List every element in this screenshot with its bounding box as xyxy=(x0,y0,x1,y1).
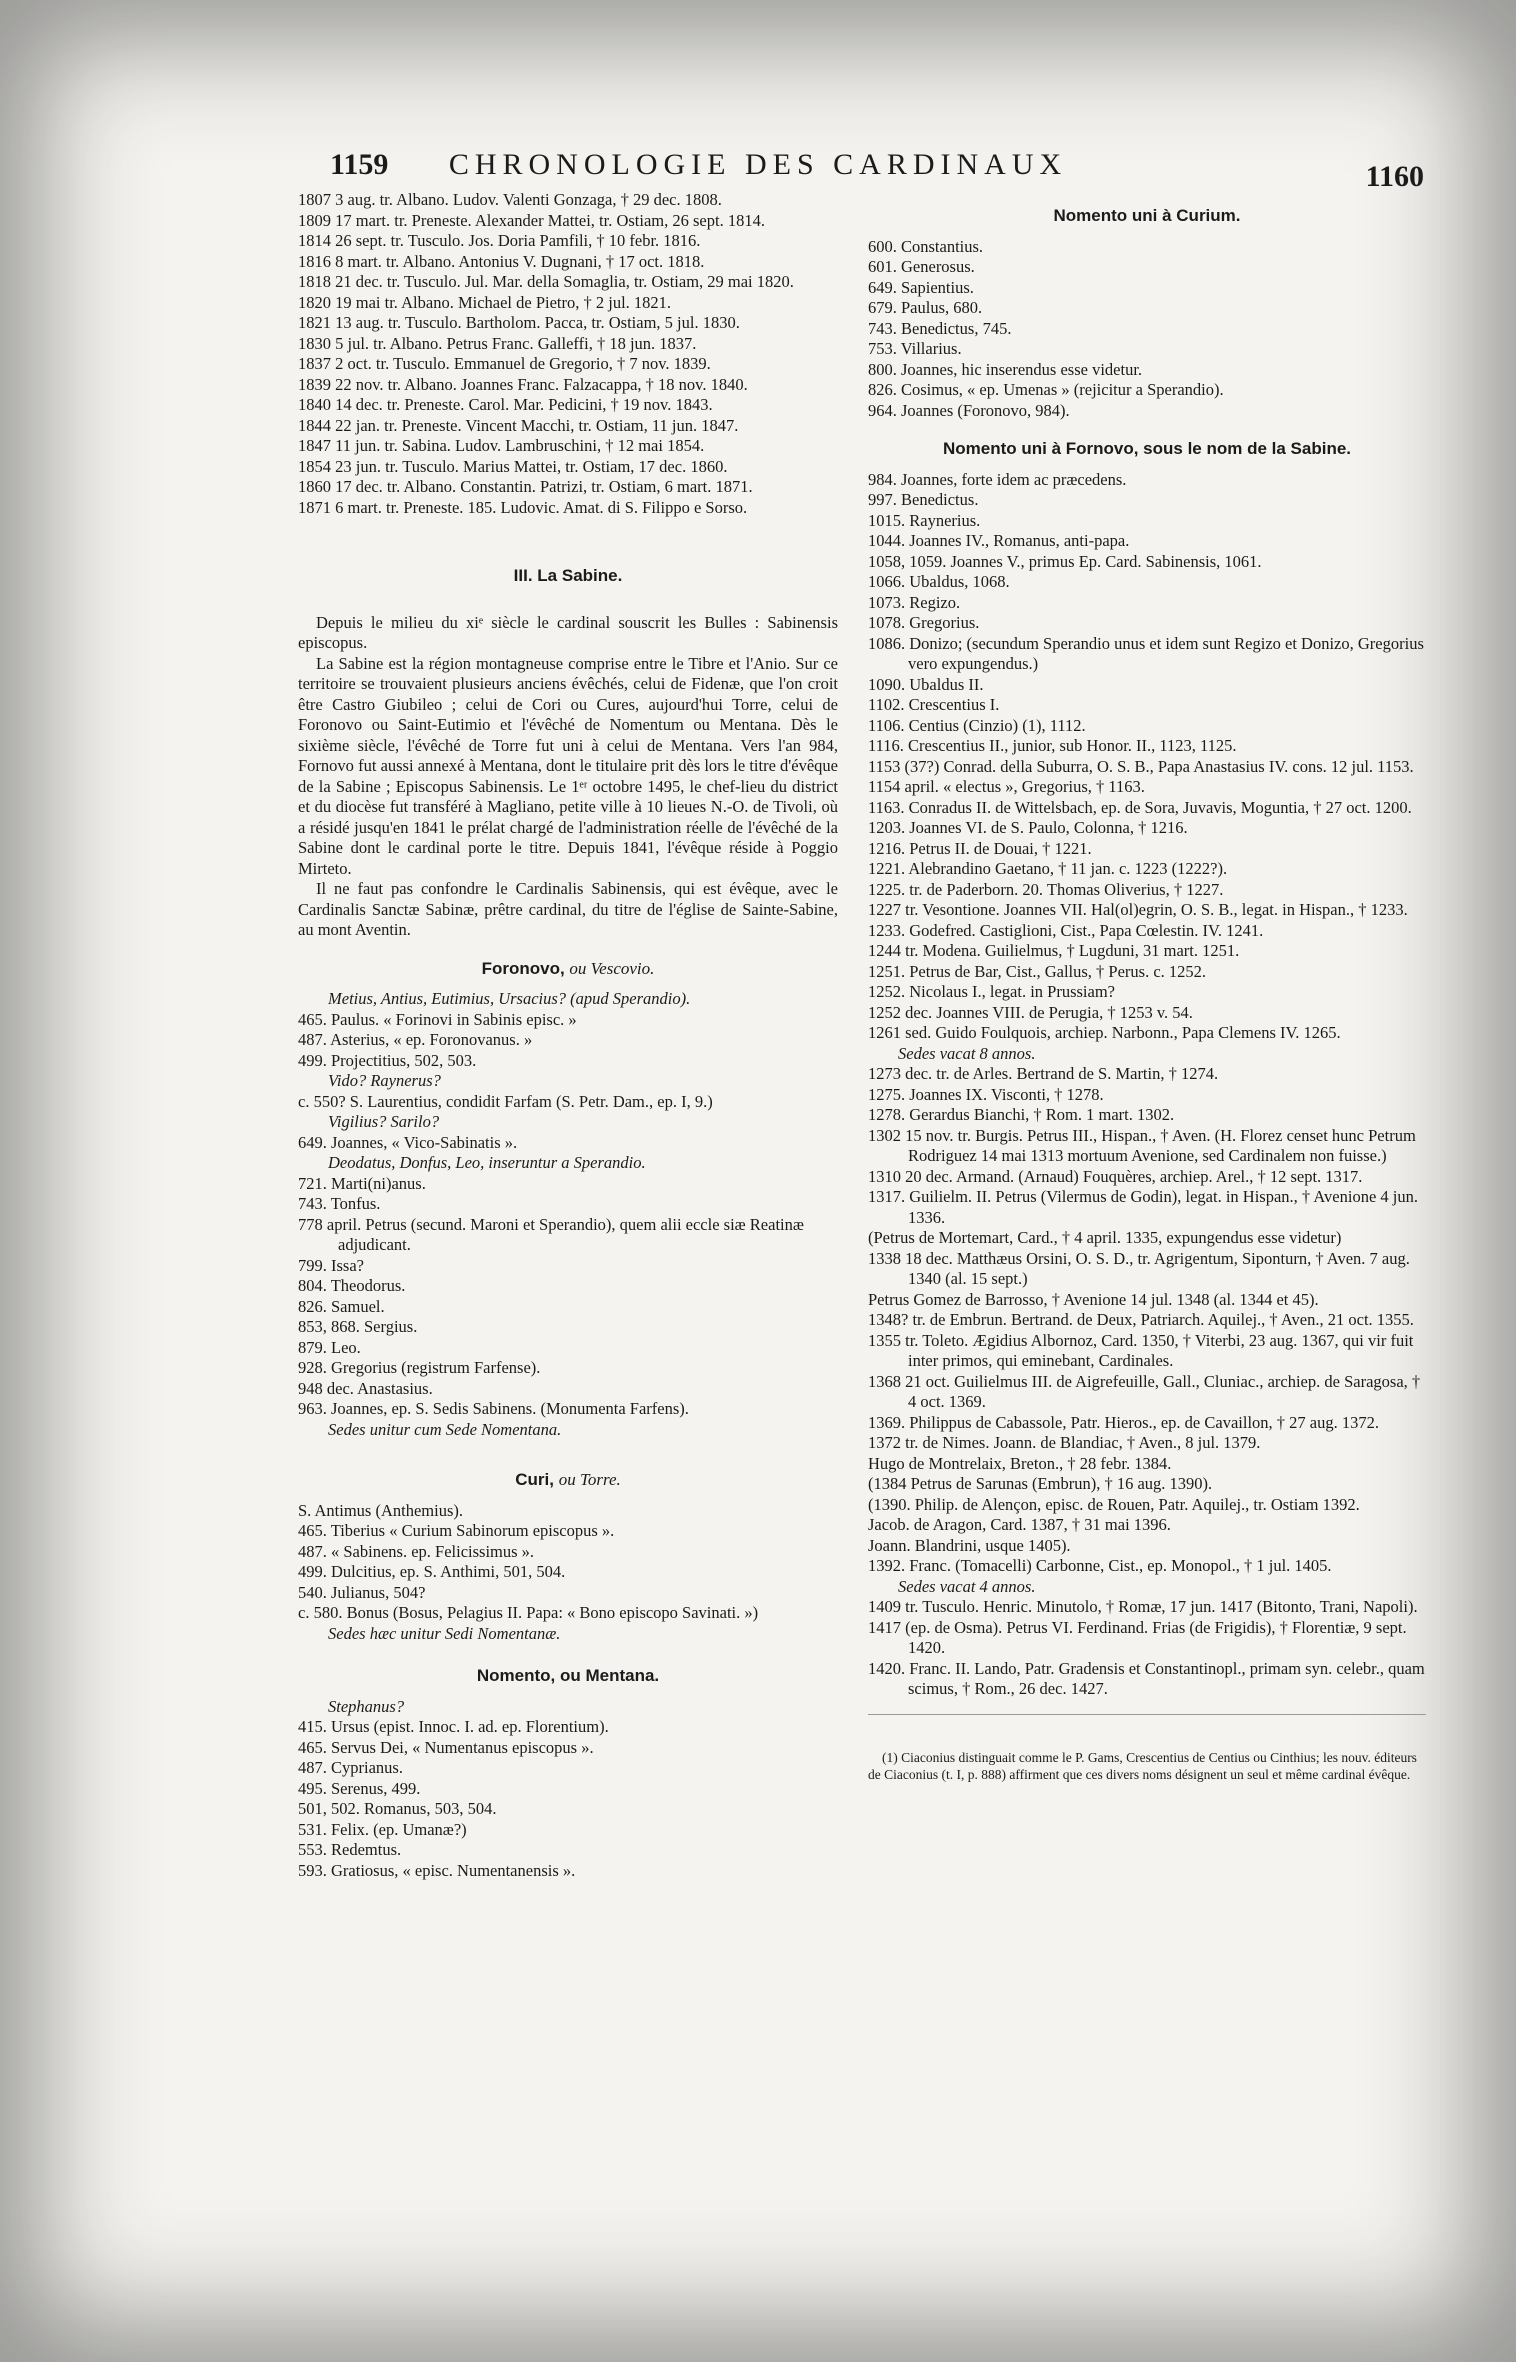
page-title: CHRONOLOGIE DES CARDINAUX xyxy=(448,148,1068,181)
list-item: 799. Issa? xyxy=(298,1255,364,1275)
list-item: 487. Cyprianus. xyxy=(298,1758,403,1777)
sabine-text xyxy=(298,613,838,941)
list-item: 1116. Crescentius II., junior, sub Honor. II., 1123, 1125. xyxy=(868,736,1237,755)
list-item: 553. Redemtus. xyxy=(298,1840,402,1859)
list-item: 487. Asterius, « ep. Foronovanus. » xyxy=(298,1030,533,1049)
list-item: 1058, 1059. Joannes V., primus Ep. Card. Sabinensis, 1061. xyxy=(868,551,1262,571)
list-item: 531. Felix. (ep. Umanæ?) xyxy=(298,1819,467,1839)
list-item: 465. Servus Dei, « Numentanus episcopus ». xyxy=(298,1737,594,1757)
list-item: 501, 502. Romanus, 503, 504. xyxy=(298,1799,497,1818)
list-item: 928. Gregorius (registrum Farfense). xyxy=(298,1358,541,1377)
list-item: 826. Cosimus, « ep. Umenas » (rejicitur a Sperandio). xyxy=(868,380,1224,399)
section-title-nomento: Nomento, ou Mentana. xyxy=(476,1666,660,1685)
list-item: 1338 18 dec. Matthæus Orsini, O. S. D., tr. Agrigentum, Siponturn, † Aven. 7 aug. 1340 (al. 15 sept.) xyxy=(868,1248,1410,1288)
bishop-list-top xyxy=(298,190,838,518)
list-item: 465. Tiberius « Curium Sabinorum episcopus ». xyxy=(298,1521,615,1540)
paragraph: Depuis le milieu du xiᵉ siècle le cardinal souscrit les Bulles : Sabinensis episcopus. xyxy=(298,612,838,652)
list-item: 1154 april. « electus », Gregorius, † 1163. xyxy=(868,777,1145,796)
list-item: 1847 11 jun. tr. Sabina. Ludov. Lambruschini, † 12 mai 1854. xyxy=(298,436,705,455)
list-item: Hugo de Montrelaix, Breton., † 28 febr. 1384. xyxy=(868,1453,1172,1473)
list-item: 804. Theodorus. xyxy=(298,1276,406,1295)
list-note: Stephanus? xyxy=(328,1696,405,1716)
list-item: 495. Serenus, 499. xyxy=(298,1778,421,1798)
list-item: 1821 13 aug. tr. Tusculo. Bartholom. Pacca, tr. Ostiam, 5 jul. 1830. xyxy=(298,313,740,332)
list-item: (Petrus de Mortemart, Card., † 4 april. 1335, expungendus esse videtur) xyxy=(868,1228,1342,1247)
list-item: 1015. Raynerius. xyxy=(868,510,981,530)
footnote: (1) Ciaconius distinguait comme le P. Gams, Crescentius de Centius ou Cinthius; les nouv. éditeurs de Ciaconius (t. I, p. 888) affirment que ces divers noms désignent un seul et même cardinal évêque. xyxy=(868,1749,1417,1782)
list-item: Jacob. de Aragon, Card. 1387, † 31 mai 1396. xyxy=(868,1515,1171,1534)
list-item: c. 550? S. Laurentius, condidit Farfam (S. Petr. Dam., ep. I, 9.) xyxy=(298,1091,713,1111)
paragraph: Il ne faut pas confondre le Cardinalis Sabinensis, qui est évêque, avec le Cardinalis Sanctæ Sabinæ, prêtre cardinal, du titre de l'église de Sainte-Sabine, au mont Aventin. xyxy=(298,879,838,939)
list-item: 415. Ursus (epist. Innoc. I. ad. ep. Florentium). xyxy=(298,1717,609,1736)
page-number-left: 1159 xyxy=(330,148,389,181)
list-item: 1820 19 mai tr. Albano. Michael de Pietro, † 2 jul. 1821. xyxy=(298,292,672,312)
list-item: Joann. Blandrini, usque 1405). xyxy=(868,1535,1071,1555)
list-item: 1102. Crescentius I. xyxy=(868,695,1000,714)
list-note: Sedes unitur cum Sede Nomentana. xyxy=(328,1419,562,1439)
list-item: 1203. Joannes VI. de S. Paulo, Colonna, † 1216. xyxy=(868,818,1188,837)
list-item: 743. Benedictus, 745. xyxy=(868,318,1012,338)
running-head xyxy=(0,148,1516,193)
list-item: 1244 tr. Modena. Guilielmus, † Lugduni, 31 mart. 1251. xyxy=(868,941,1240,960)
list-item: 1839 22 nov. tr. Albano. Joannes Franc. Falzacappa, † 18 nov. 1840. xyxy=(298,374,748,394)
list-item: 1252. Nicolaus I., legat. in Prussiam? xyxy=(868,982,1116,1001)
list-item: 593. Gratiosus, « episc. Numentanensis ». xyxy=(298,1860,576,1880)
list-item: 1066. Ubaldus, 1068. xyxy=(868,572,1010,591)
list-item: 1840 14 dec. tr. Preneste. Carol. Mar. Pedicini, † 19 nov. 1843. xyxy=(298,395,713,414)
list-item: 1871 6 mart. tr. Preneste. 185. Ludovic. Amat. di S. Filippo e Sorso. xyxy=(298,497,748,517)
list-item: 1830 5 jul. tr. Albano. Petrus Franc. Galleffi, † 18 jun. 1837. xyxy=(298,333,697,353)
nomento-bishop-list xyxy=(298,1697,838,1882)
list-item: 778 april. Petrus (secund. Maroni et Sperandio), quem alii eccle siæ Reatinæ adjudicant. xyxy=(298,1214,804,1254)
list-note: Sedes vacat 4 annos. xyxy=(898,1576,1036,1596)
list-item: 1163. Conradus II. de Wittelsbach, ep. de Sora, Juvavis, Moguntia, † 27 oct. 1200. xyxy=(868,797,1412,817)
list-item: 1273 dec. tr. de Arles. Bertrand de S. Martin, † 1274. xyxy=(868,1064,1219,1083)
list-note: Vigilius? Sarilo? xyxy=(328,1112,440,1131)
list-item: 601. Generosus. xyxy=(868,257,975,276)
section-title-curium: Nomento uni à Curium. xyxy=(1053,206,1241,225)
list-item: 1310 20 dec. Armand. (Arnaud) Fouquères, archiep. Arel., † 12 sept. 1317. xyxy=(868,1166,1363,1186)
foronovo-bishop-list xyxy=(298,989,838,1440)
right-column xyxy=(868,190,1426,1783)
list-item: 465. Paulus. « Forinovi in Sabinis episc. » xyxy=(298,1009,577,1029)
left-column xyxy=(298,190,838,1881)
list-item: 487. « Sabinens. ep. Felicissimus ». xyxy=(298,1541,535,1561)
list-item: S. Antimus (Anthemius). xyxy=(298,1500,464,1520)
list-item: 1369. Philippus de Cabassole, Patr. Hieros., ep. de Cavaillon, † 27 aug. 1372. xyxy=(868,1412,1379,1432)
list-item: 1372 tr. de Nimes. Joann. de Blandiac, † Aven., 8 jul. 1379. xyxy=(868,1433,1261,1452)
fornovo-bishop-list xyxy=(868,470,1426,1700)
list-item: 1252 dec. Joannes VIII. de Perugia, † 1253 v. 54. xyxy=(868,1002,1193,1022)
list-item: 1090. Ubaldus II. xyxy=(868,674,984,694)
curi-alt-name: Torre. xyxy=(579,1470,621,1489)
list-item: 1278. Gerardus Bianchi, † Rom. 1 mart. 1302. xyxy=(868,1105,1175,1124)
list-item: 499. Projectitius, 502, 503. xyxy=(298,1050,477,1070)
list-item: 826. Samuel. xyxy=(298,1296,385,1316)
foronovo-alt-name: Vescovio. xyxy=(590,958,655,978)
list-item: 721. Marti(ni)anus. xyxy=(298,1173,426,1193)
list-item: 1106. Centius (Cinzio) (1), 1112. xyxy=(868,715,1086,735)
list-item: 800. Joannes, hic inserendus esse videtur. xyxy=(868,359,1143,379)
list-item: 1816 8 mart. tr. Albano. Antonius V. Dugnani, † 17 oct. 1818. xyxy=(298,251,705,271)
foronovo-name: Foronovo, xyxy=(481,958,565,978)
list-item: 1392. Franc. (Tomacelli) Carbonne, Cist., ep. Monopol., † 1 jul. 1405. xyxy=(868,1556,1332,1575)
list-item: c. 580. Bonus (Bosus, Pelagius II. Papa: « Bono episcopo Savinati. ») xyxy=(298,1603,759,1622)
section-title-sabine: III. La Sabine. xyxy=(513,566,623,585)
section-title-curi: Curi, ou Torre. xyxy=(515,1470,621,1489)
list-note: Metius, Antius, Eutimius, Ursacius? (apud Sperandio). xyxy=(328,989,691,1008)
list-item: 853, 868. Sergius. xyxy=(298,1317,418,1336)
footnote-divider xyxy=(868,1714,1426,1715)
list-item: 1086. Donizo; (secundum Sperandio unus et idem sunt Regizo et Donizo, Gregorius vero expungendus.) xyxy=(868,633,1424,673)
list-item: 1814 26 sept. tr. Tusculo. Jos. Doria Pamfili, † 10 febr. 1816. xyxy=(298,231,701,250)
paragraph: La Sabine est la région montagneuse comprise entre le Tibre et l'Anio. Sur ce territoire se trouvaient plusieurs anciens évêchés, celui de Fidenæ, que l'on croit être Castro Giubileo ; celui de Cori ou Cures, aujourd'hui Torre, celui de Foronovo ou Saint-Eutimio et l'évêché de Nomentum ou Mentana. Dès le sixième siècle, l'évêché de Torre fut uni à celui de Mentana. Vers l'an 984, Fornovo fut aussi annexé à Mentana, dont le titulaire prit dès lors le titre d'évêque de la Sabine ; Episcopus Sabinensis. Le 1ᵉʳ octobre 1495, le chef-lieu du district et du diocèse fut transféré à Magliano, petite ville à 10 lieues N.-O. de Tivoli, où a résidé jusqu'en 1841 le prélat chargé de l'administration réelle de l'évêché de la Sabine dont le cardinal porte le titre. Depuis 1841, l'évêque réside à Poggio Mirteto. xyxy=(298,653,838,878)
list-item: 1809 17 mart. tr. Preneste. Alexander Mattei, tr. Ostiam, 26 sept. 1814. xyxy=(298,210,765,230)
list-item: 1078. Gregorius. xyxy=(868,613,980,632)
list-item: (1384 Petrus de Sarunas (Embrun), † 16 aug. 1390). xyxy=(868,1474,1213,1493)
list-item: 1860 17 dec. tr. Albano. Constantin. Patrizi, tr. Ostiam, 6 mart. 1871. xyxy=(298,477,753,496)
list-item: 1818 21 dec. tr. Tusculo. Jul. Mar. della Somaglia, tr. Ostiam, 29 mai 1820. xyxy=(298,272,794,291)
list-item: 1348? tr. de Embrun. Bertrand. de Deux, Patriarch. Aquilej., † Aven., 21 oct. 1355. xyxy=(868,1310,1414,1329)
list-item: 984. Joannes, forte idem ac præcedens. xyxy=(868,469,1127,489)
list-item: 1807 3 aug. tr. Albano. Ludov. Valenti Gonzaga, † 29 dec. 1808. xyxy=(298,190,722,209)
list-item: 600. Constantius. xyxy=(868,236,984,256)
section-title-foronovo: Foronovo, ou Vescovio. xyxy=(481,958,655,978)
curium-bishop-list xyxy=(868,237,1426,422)
list-item: 1355 tr. Toleto. Ægidius Albornoz, Card. 1350, † Viterbi, 23 aug. 1367, qui vir fuit inter primos, qui eminebant, Cardinales. xyxy=(868,1330,1414,1370)
list-item: (1390. Philip. de Alençon, episc. de Rouen, Patr. Aquilej., tr. Ostiam 1392. xyxy=(868,1494,1360,1514)
list-item: 963. Joannes, ep. S. Sedis Sabinens. (Monumenta Farfens). xyxy=(298,1399,689,1418)
list-item: 1073. Regizo. xyxy=(868,592,961,612)
page-number-right: 1160 xyxy=(1365,160,1424,193)
list-item: 1844 22 jan. tr. Preneste. Vincent Macchi, tr. Ostiam, 11 jun. 1847. xyxy=(298,415,739,435)
list-item: 1233. Godefred. Castiglioni, Cist., Papa Cœlestin. IV. 1241. xyxy=(868,920,1264,940)
section-title-fornovo: Nomento uni à Fornovo, sous le nom de la Sabine. xyxy=(942,439,1352,458)
list-item: 1409 tr. Tusculo. Henric. Minutolo, † Romæ, 17 jun. 1417 (Bitonto, Trani, Napoli). xyxy=(868,1597,1418,1616)
list-item: 1302 15 nov. tr. Burgis. Petrus III., Hispan., † Aven. (H. Florez censet hunc Petrum Rodriguez 14 mai 1313 mortuum Avenione, sed Cardinalem non fuisse.) xyxy=(868,1125,1416,1165)
list-note: Sedes vacat 8 annos. xyxy=(898,1043,1036,1063)
list-item: 879. Leo. xyxy=(298,1337,361,1357)
list-item: 649. Joannes, « Vico-Sabinatis ». xyxy=(298,1132,518,1152)
list-item: 1420. Franc. II. Lando, Patr. Gradensis et Constantinopl., primam syn. celebr., quam scimus, † Rom., 26 dec. 1427. xyxy=(868,1658,1425,1698)
list-item: 1227 tr. Vesontione. Joannes VII. Hal(ol)egrin, O. S. B., legat. in Hispan., † 1233. xyxy=(868,900,1408,919)
list-item: 679. Paulus, 680. xyxy=(868,298,983,317)
list-note: Sedes hæc unitur Sedi Nomentanæ. xyxy=(328,1623,561,1643)
list-item: 1225. tr. de Paderborn. 20. Thomas Oliverius, † 1227. xyxy=(868,879,1224,899)
list-item: 499. Dulcitius, ep. S. Anthimi, 501, 504. xyxy=(298,1562,566,1581)
list-item: 964. Joannes (Foronovo, 984). xyxy=(868,400,1070,420)
list-item: 1261 sed. Guido Foulquois, archiep. Narbonn., Papa Clemens IV. 1265. xyxy=(868,1023,1341,1042)
list-item: 1837 2 oct. tr. Tusculo. Emmanuel de Gregorio, † 7 nov. 1839. xyxy=(298,354,711,373)
list-note: Deodatus, Donfus, Leo, inseruntur a Sperandio. xyxy=(328,1153,646,1172)
list-item: 753. Villarius. xyxy=(868,339,962,358)
list-note: Vido? Raynerus? xyxy=(328,1071,441,1090)
list-item: Petrus Gomez de Barrosso, † Avenione 14 jul. 1348 (al. 1344 et 45). xyxy=(868,1289,1319,1309)
list-item: 1044. Joannes IV., Romanus, anti-papa. xyxy=(868,531,1130,550)
list-item: 1216. Petrus II. de Douai, † 1221. xyxy=(868,838,1092,858)
list-item: 997. Benedictus. xyxy=(868,490,979,509)
list-item: 1854 23 jun. tr. Tusculo. Marius Mattei, tr. Ostiam, 17 dec. 1860. xyxy=(298,456,728,476)
list-item: 1317. Guilielm. II. Petrus (Vilermus de Godin), legat. in Hispan., † Avenione 4 jun. 1336. xyxy=(868,1187,1418,1227)
curi-name: Curi, xyxy=(515,1470,554,1489)
list-item: 948 dec. Anastasius. xyxy=(298,1378,433,1398)
list-item: 540. Julianus, 504? xyxy=(298,1582,426,1602)
list-item: 1251. Petrus de Bar, Cist., Gallus, † Perus. c. 1252. xyxy=(868,961,1207,981)
list-item: 1275. Joannes IX. Visconti, † 1278. xyxy=(868,1084,1104,1104)
list-item: 1153 (37?) Conrad. della Suburra, O. S. B., Papa Anastasius IV. cons. 12 jul. 1153. xyxy=(868,756,1414,776)
list-item: 1368 21 oct. Guilielmus III. de Aigrefeuille, Gall., Cluniac., archiep. de Saragosa, † 4 oct. 1369. xyxy=(868,1371,1421,1411)
list-item: 743. Tonfus. xyxy=(298,1194,381,1213)
list-item: 649. Sapientius. xyxy=(868,277,974,297)
curi-bishop-list xyxy=(298,1501,838,1645)
list-item: 1221. Alebrandino Gaetano, † 11 jan. c. 1223 (1222?). xyxy=(868,859,1228,878)
list-item: 1417 (ep. de Osma). Petrus VI. Ferdinand. Frias (de Frigidis), † Florentiæ, 9 sept. 1420. xyxy=(868,1617,1407,1657)
